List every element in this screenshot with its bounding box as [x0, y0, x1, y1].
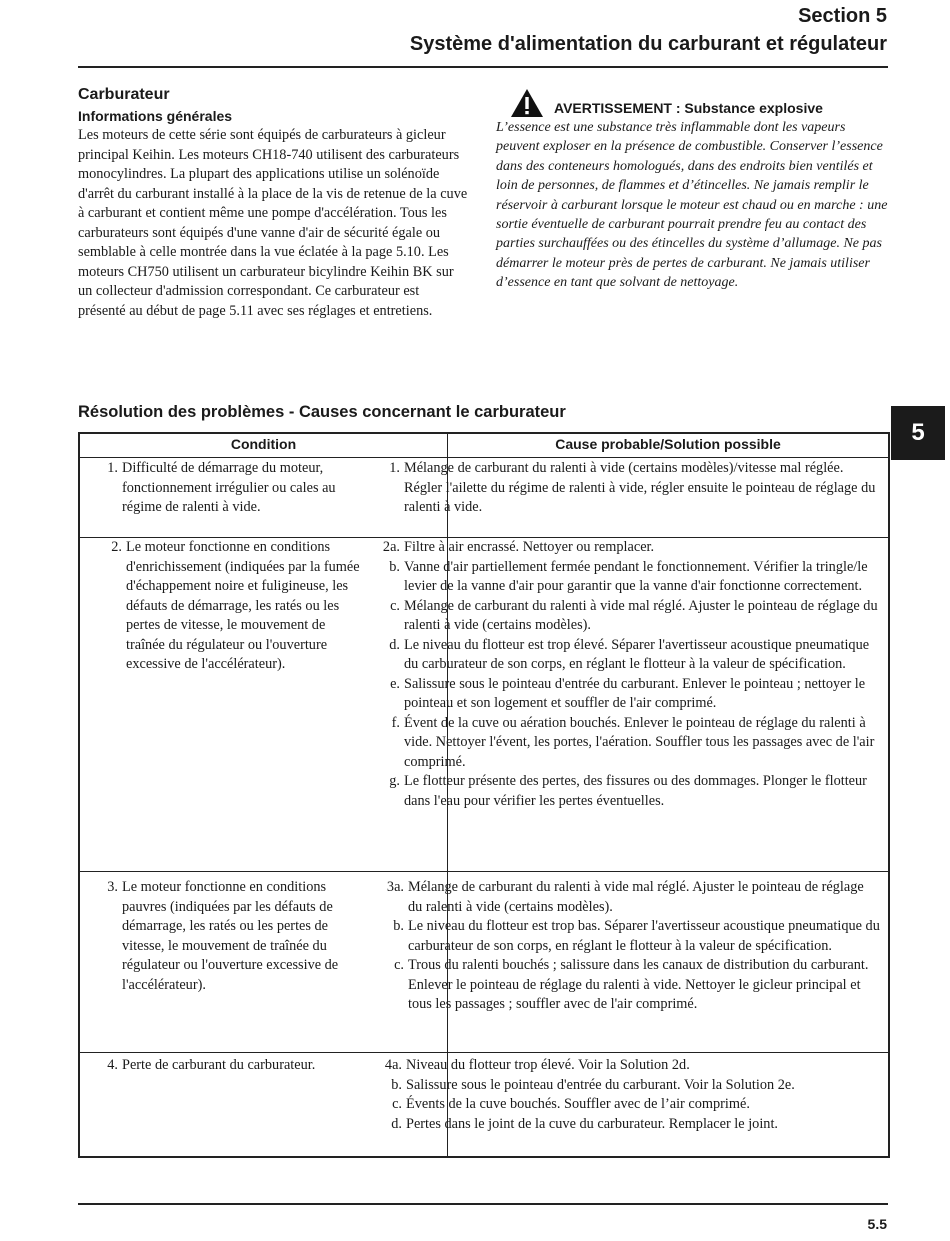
cause-text: Vanne d'air partiellement fermée pendant le fonctionnement. Vérifier la tringle/le levier de la vanne d'air pour garantir que la vanne d'air fonctionne correctement. — [404, 558, 868, 594]
carburetor-subtitle: Informations générales — [78, 108, 233, 124]
cause-label: c. — [390, 597, 400, 614]
cause-text: Le niveau du flotteur est trop élevé. Séparer l'avertisseur acoustique pneumatique du carburateur de son corps, en réglant le flotteur à la valeur de spécification. — [404, 636, 870, 672]
cause-label: 4a. — [384, 1057, 402, 1073]
table-row-causes — [370, 538, 884, 811]
condition-text: Le moteur fonctionne en conditions d'enrichissement (indiquées par la fumée d'échappement noire et fuligineuse, les défauts de démarrage, les ratés ou les pertes de vitesse, le mouvement de traînée du régulateur ou l'ouverture excessive de l'accélérateur). — [126, 539, 360, 672]
row-number: 2. — [111, 539, 122, 555]
condition-text: Le moteur fonctionne en conditions pauvres (indiquées par les défauts de démarrage, les ratés ou les pertes de vitesse, le mouvement de traînée du régulateur ou l'ouverture excessive de l'accélérateur). — [122, 879, 339, 993]
cause-label: c. — [394, 957, 404, 973]
cause-text: Le flotteur présente des pertes, des fissures ou des dommages. Plonger le flotteur dans l'eau pour vérifier les pertes éventuelles. — [404, 773, 867, 809]
cause-label: 3a. — [386, 879, 404, 895]
troubleshooting-heading: Résolution des problèmes - Causes concernant le carburateur — [78, 403, 566, 421]
table-row-condition — [88, 878, 368, 995]
table-row-causes — [374, 878, 880, 1015]
troubleshooting-table — [78, 432, 890, 1158]
section-tab-marker: 5 — [891, 406, 945, 460]
page-title: Système d'alimentation du carburant et régulateur — [409, 33, 887, 55]
table-row-causes — [370, 459, 880, 518]
table-row-condition — [92, 538, 360, 675]
cause-text: Filtre à air encrassé. Nettoyer ou remplacer. — [404, 539, 655, 555]
warning-title: AVERTISSEMENT : Substance explosive — [554, 100, 823, 116]
cause-label: g. — [389, 773, 400, 789]
cause-text: Évents de la cuve bouchés. Souffler avec de l’air comprimé. — [406, 1096, 750, 1112]
cause-label: 2a. — [382, 539, 400, 555]
warning-body: L’essence est une substance très inflammable dont les vapeurs peuvent exploser en la présence de combustible. Conserver l’essence dans des conteneurs homologués, dans des endroits bien ventilés et loin de personnes, de flammes et d’étincelles. Ne jamais remplir le réservoir à carburant lorsque le moteur est chaud ou en marche : une sortie éventuelle de carburant pourrait prendre feu au contact des parties surchauffées ou des étincelles du système d’allumage. Ne pas démarrer le moteur près de pertes de carburant. Ne jamais utiliser d’essence en tant que solvant de nettoyage. — [496, 120, 888, 291]
cause-label: c. — [392, 1096, 402, 1112]
condition-text: Perte de carburant du carburateur. — [122, 1057, 316, 1073]
cause-label: 1. — [389, 460, 400, 476]
carburetor-title: Carburateur — [78, 86, 170, 103]
condition-text: Difficulté de démarrage du moteur, fonctionnement irrégulier ou cales au régime de ralenti à vide. — [122, 460, 336, 515]
section-number: Section 5 — [798, 5, 887, 27]
cause-text: Salissure sous le pointeau d'entrée du carburant. Voir la Solution 2e. — [406, 1076, 795, 1093]
cause-text: Trous du ralenti bouchés ; salissure dans les canaux de distribution du carburant. Enlever le pointeau de réglage du ralenti à vide. Nettoyer le gicleur principal et tous les passages ; souffler avec de l'air comprimé. — [408, 957, 869, 1012]
table-row-condition — [88, 1056, 378, 1076]
cause-text: Salissure sous le pointeau d'entrée du carburant. Enlever le pointeau ; nettoyer le pointeau et son logement et souffler de l'air comprimé. — [404, 675, 866, 711]
cause-label: f. — [391, 714, 400, 731]
cause-label: b. — [391, 1076, 402, 1093]
carburetor-body: Les moteurs de cette série sont équipés de carburateurs à gicleur principal Keihin. Les moteurs CH18-740 utilisent des carburateurs monocylindres. La plupart des applications utilise un solénoïde d'arrêt du carburant installé à la place de la vis de retenue de la cuve à carburant et contient même une pompe d'accélération. Tous les carburateurs sont équipés d'une vanne d'air de sécurité égale ou semblable à celle montrée dans la vue éclatée à la page 5.10. Les moteurs CH750 utilisent un carburateur bicylindre Keihin BK sur un collecteur d'admission correspondant. Ce carburateur est présenté au début de page 5.11 avec ses réglages et entretiens. — [78, 127, 468, 319]
row-number: 3. — [107, 879, 118, 895]
header-condition: Condition — [230, 436, 297, 452]
warning-triangle-icon — [510, 88, 544, 118]
table-row-causes — [372, 1056, 880, 1134]
cause-label: e. — [390, 675, 400, 692]
row-number: 1. — [107, 460, 118, 476]
cause-text: Niveau du flotteur trop élevé. Voir la Solution 2d. — [406, 1057, 690, 1073]
cause-label: b. — [393, 918, 404, 934]
cause-text: Mélange de carburant du ralenti à vide mal réglé. Ajuster le pointeau de réglage du ralenti à vide (certains modèles). — [408, 879, 864, 915]
row-divider — [80, 1052, 888, 1053]
header-divider — [80, 457, 888, 458]
row-divider — [80, 871, 888, 872]
cause-text: Évent de la cuve ou aération bouchés. Enlever le pointeau de réglage du ralenti à vide. Nettoyer l'évent, les portes, l'aération. Souffler tous les passages avec de l'air comprimé. — [404, 714, 875, 770]
cause-text: Mélange de carburant du ralenti à vide mal réglé. Ajuster le pointeau de réglage du ralenti à vide (certains modèles). — [404, 597, 878, 633]
footer-rule — [78, 1203, 888, 1205]
header-rule — [78, 66, 888, 68]
row-number: 4. — [107, 1057, 118, 1073]
warning-header — [510, 88, 823, 118]
table-row-condition — [88, 459, 363, 518]
page-number: 5.5 — [867, 1216, 887, 1232]
cause-text: Mélange de carburant du ralenti à vide (certains modèles)/vitesse mal réglée. Régler l'ailette du régime de ralenti à vide, régler ensuite le pointeau de réglage du ralenti à vide. — [404, 460, 876, 515]
cause-text: Le niveau du flotteur est trop bas. Séparer l'avertisseur acoustique pneumatique du carburateur de son corps, en réglant le flotteur à la valeur de spécification. — [408, 918, 880, 954]
cause-text: Pertes dans le joint de la cuve du carburateur. Remplacer le joint. — [406, 1115, 778, 1132]
cause-label: b. — [389, 558, 400, 575]
header-cause: Cause probable/Solution possible — [555, 436, 781, 452]
cause-label: d. — [389, 636, 400, 653]
cause-label: d. — [391, 1115, 402, 1132]
